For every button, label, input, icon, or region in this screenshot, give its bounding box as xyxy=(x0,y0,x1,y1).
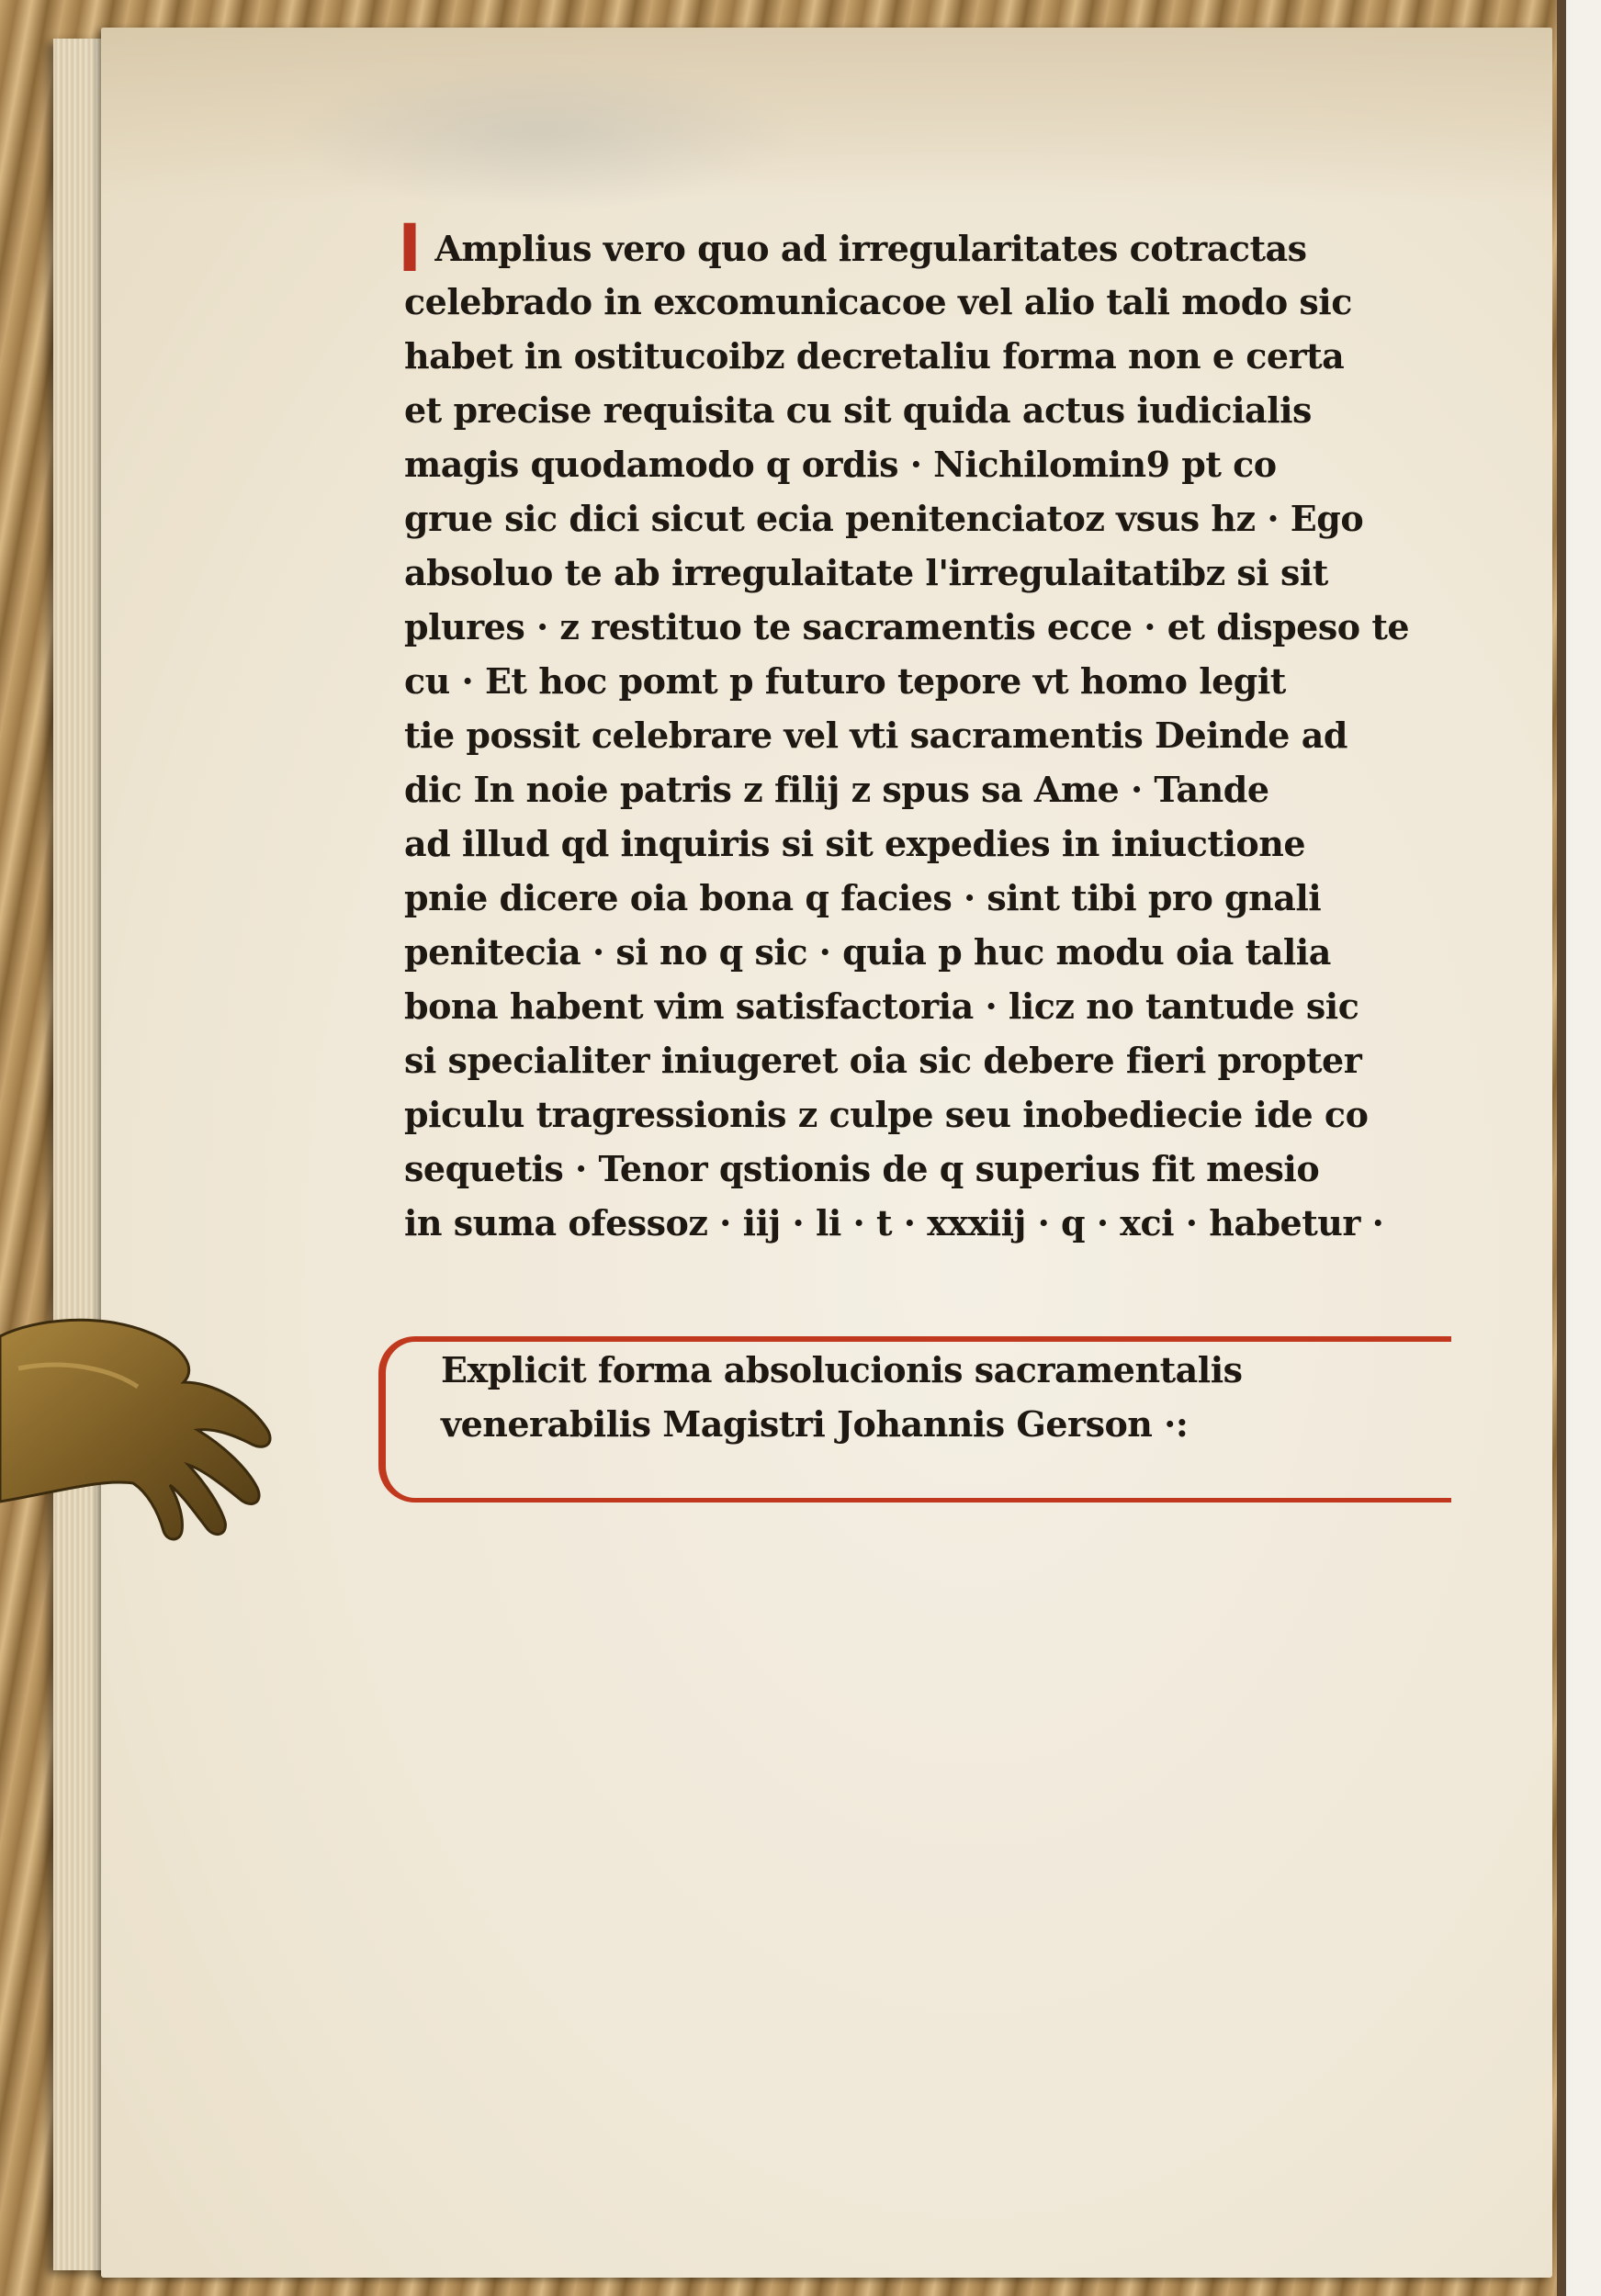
page-gutter-strip xyxy=(1557,0,1566,2296)
text-line: habet in ostitucoibz decretaliu forma non e certa xyxy=(404,335,1345,377)
text-line: magis quodamodo q ordis · Nichilomin9 pt co xyxy=(404,444,1277,485)
text-line: si specialiter iniugeret oia sic debere fieri propter xyxy=(404,1040,1362,1081)
text-line: tie possit celebrare vel vti sacramentis Deinde ad xyxy=(404,715,1347,756)
text-line: grue sic dici sicut ecia penitenciatoz vsus hz · Ego xyxy=(404,498,1364,539)
text-line: bona habent vim satisfactoria · licz no tantude sic xyxy=(404,985,1359,1027)
leaf-edges xyxy=(53,39,108,2270)
facing-page-edge xyxy=(1557,0,1601,2296)
text-line: absoluo te ab irregulaitate l'irregulaitatibz si sit xyxy=(404,552,1328,593)
text-line: et precise requisita cu sit quida actus iudicialis xyxy=(404,389,1312,431)
rubricated-initial: ▍ xyxy=(404,224,435,271)
main-text-block xyxy=(404,220,1433,1250)
text-line: plures · z restituo te sacramentis ecce · et dispeso te xyxy=(404,606,1410,647)
text-line: dic In noie patris z filij z spus sa Ame · Tande xyxy=(404,769,1269,810)
text-line: ▍Amplius vero quo ad irregularitates cotractas xyxy=(404,224,1307,271)
colophon-line: Explicit forma absolucionis sacramentalis xyxy=(441,1349,1243,1390)
text-line: ad illud qd inquiris si sit expedies in iniuctione xyxy=(404,823,1306,864)
discoloration-stain xyxy=(285,55,799,211)
text-line: penitecia · si no q sic · quia p huc modu oia talia xyxy=(404,931,1331,973)
colophon-line: venerabilis Magistri Johannis Gerson ·: xyxy=(441,1403,1189,1445)
colophon xyxy=(441,1343,1451,1451)
text-line: celebrado in excomunicacoe vel alio tali modo sic xyxy=(404,281,1352,322)
text-line: cu · Et hoc pomt p futuro tepore vt homo legit xyxy=(404,660,1286,702)
text-line: piculu tragressionis z culpe seu inobediecie ide co xyxy=(404,1094,1369,1135)
text-line: in suma ofessoz · iij · li · t · xxxiij · q · xci · habetur · xyxy=(404,1202,1384,1244)
brass-hand-page-weight-icon xyxy=(0,1281,285,1575)
text-line: sequetis · Tenor qstionis de q superius fit mesio xyxy=(404,1148,1320,1189)
text-line: pnie dicere oia bona q facies · sint tibi pro gnali xyxy=(404,877,1322,918)
